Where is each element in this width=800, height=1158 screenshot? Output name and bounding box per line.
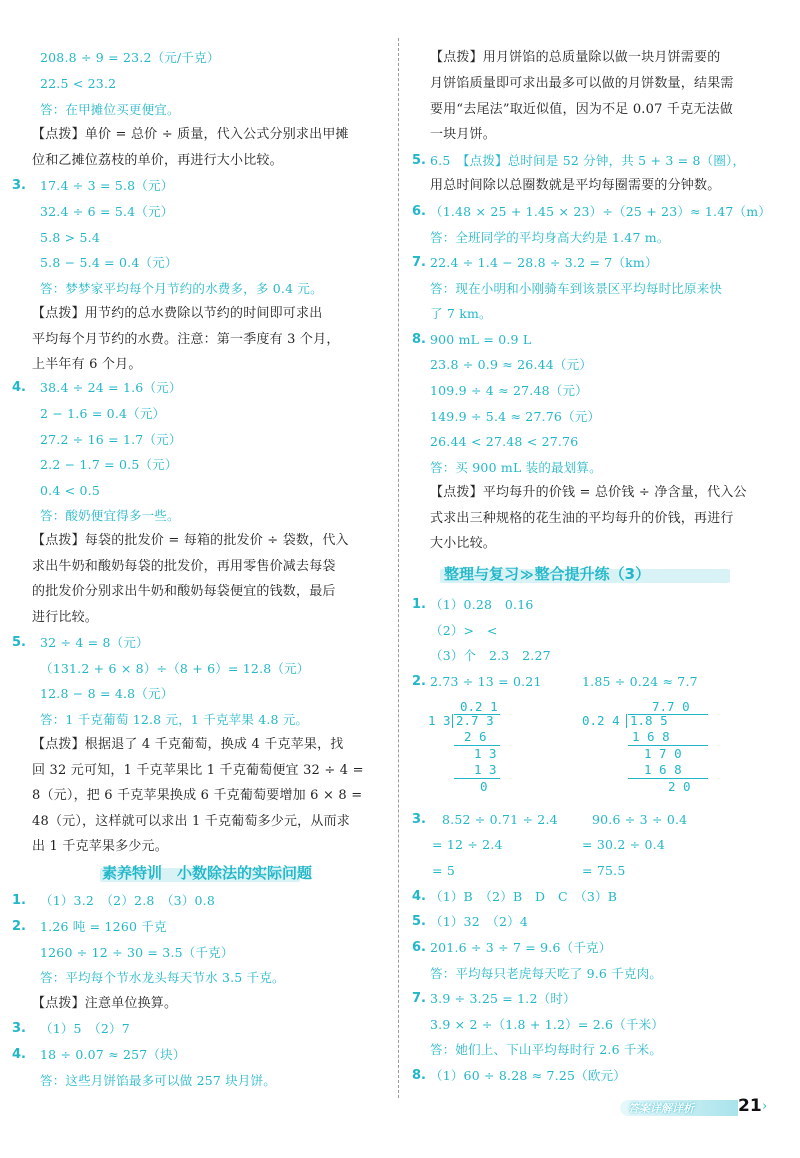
answer-line: 2.73 ÷ 13 = 0.21: [430, 674, 542, 689]
division-bracket: [626, 714, 627, 728]
tip-line: 出 1 千克苹果多少元。: [32, 839, 168, 854]
tip-line: 的批发价分别求出牛奶和酸奶每袋便宜的钱数，最后: [32, 584, 336, 599]
question-number: 2.: [412, 674, 426, 689]
long-division-2: [582, 700, 712, 800]
question-number: 6.: [412, 940, 426, 955]
question-number: 2.: [12, 919, 26, 934]
long-division-1: [428, 700, 538, 800]
answer-line: 38.4 ÷ 24 = 1.6（元）: [40, 380, 182, 395]
dividend: 2.7 3: [456, 713, 494, 728]
answer-line: 8.52 ÷ 0.71 ÷ 2.4: [442, 812, 558, 827]
tip-line: 【点拨】单价 = 总价 ÷ 质量，代入公式分别求出甲摊: [32, 127, 349, 142]
answer-line: 答：梦梦家平均每个月节约的水费多，多 0.4 元。: [40, 281, 323, 296]
tip-line: 位和乙摊位荔枝的单价，再进行大小比较。: [32, 153, 283, 168]
answer-line: 2 − 1.6 = 0.4（元）: [40, 406, 166, 421]
step: 1 3: [474, 762, 497, 777]
step: 1 6 8: [644, 762, 682, 777]
question-number: 3.: [412, 812, 426, 827]
answer-line: 5.8 > 5.4: [40, 230, 100, 245]
double-chevron-icon: ≫: [520, 568, 534, 583]
quotient: 7.7 0: [652, 699, 690, 714]
chevron-right-icon: ›: [762, 1099, 768, 1114]
answer-line: = 75.5: [582, 863, 626, 878]
answer-line: （1）60 ÷ 8.28 ≈ 7.25（欧元）: [430, 1068, 626, 1083]
answer-line: 答：酸奶便宜得多一些。: [40, 508, 180, 523]
tip-line: 8（元），把 6 千克苹果换成 6 千克葡萄要增加 6 × 8 =: [32, 788, 363, 803]
tip-line: 月饼馅质量即可求出最多可以做的月饼数量，结果需: [430, 76, 734, 91]
answer-line: 201.6 ÷ 3 ÷ 7 = 9.6（千克）: [430, 940, 612, 955]
answer-line: 12.8 − 8 = 4.8（元）: [40, 686, 174, 701]
answer-line: 答：她们上、下山平均每时行 2.6 千米。: [430, 1042, 663, 1057]
question-number: 1.: [412, 597, 426, 612]
answer-line: （1）5 （2）7: [40, 1021, 130, 1036]
answer-line: 答：在甲摊位买更便宜。: [40, 102, 180, 117]
answer-line: 6.5 【点拨】总时间是 52 分钟，共 5 + 3 = 8（圈），: [430, 153, 746, 168]
question-number: 8.: [412, 1068, 426, 1083]
answer-line: （2）> <: [430, 623, 498, 638]
tip-line: 【点拨】注意单位换算。: [32, 996, 178, 1011]
answer-line: （1）32 （2）4: [430, 914, 529, 929]
answer-line: 1.26 吨 = 1260 千克: [40, 919, 167, 934]
answer-line: 5.8 − 5.4 = 0.4（元）: [40, 255, 178, 270]
tip-line: 进行比较。: [32, 610, 99, 625]
quotient: 0.2 1: [460, 699, 498, 714]
tip-line: 平均每个月节约的水费。注意：第一季度有 3 个月，: [32, 332, 340, 347]
section-title: 素养特训 小数除法的实际问题: [102, 864, 313, 882]
question-number: 7.: [412, 255, 426, 270]
tip-line: 式求出三种规格的花生油的平均每升的价钱，再进行: [430, 511, 734, 526]
answer-line: （131.2 + 6 × 8）÷（8 + 6）= 12.8（元）: [40, 661, 310, 676]
answer-line: 26.44 < 27.48 < 27.76: [430, 434, 579, 449]
question-number: 7.: [412, 991, 426, 1006]
answer-line: （1）3.2 （2）2.8 （3）0.8: [40, 893, 215, 908]
answer-line: = 30.2 ÷ 0.4: [582, 837, 665, 852]
answer-line: （1）0.28 0.16: [430, 597, 534, 612]
tip-line: 回 32 元可知，1 千克苹果比 1 千克葡萄便宜 32 ÷ 4 =: [32, 763, 364, 778]
answer-line: 900 mL = 0.9 L: [430, 332, 532, 347]
question-number: 4.: [412, 889, 426, 904]
answer-line: 22.4 ÷ 1.4 − 28.8 ÷ 3.2 = 7（km）: [430, 255, 658, 270]
answer-line: 1.85 ÷ 0.24 ≈ 7.7: [582, 674, 698, 689]
step: 1 7 0: [644, 746, 682, 761]
tip-line: 【点拨】平均每升的价钱 = 总价钱 ÷ 净含量，代入公: [430, 485, 747, 500]
section-title-part: 整合提升练（3）: [534, 565, 651, 583]
tip-line: 【点拨】每袋的批发价 = 每箱的批发价 ÷ 袋数，代入: [32, 533, 349, 548]
section-title: [444, 563, 650, 584]
divisor: 0.2 4: [582, 713, 620, 728]
answer-line: （1）B （2）B D C （3）B: [430, 889, 618, 904]
question-number: 4.: [12, 380, 26, 395]
question-number: 5.: [412, 153, 426, 168]
answer-line: 18 ÷ 0.07 ≈ 257（块）: [40, 1047, 186, 1062]
footer-label: 答案详解详析: [628, 1102, 694, 1115]
answer-line: 149.9 ÷ 5.4 ≈ 27.76（元）: [430, 409, 601, 424]
step: 2 6: [464, 729, 487, 744]
step-line: [454, 778, 500, 779]
tip-line: 【点拨】用月饼馅的总质量除以做一块月饼需要的: [430, 50, 721, 65]
answer-line: （3）个 2.3 2.27: [430, 648, 551, 663]
page-footer: [620, 1096, 780, 1118]
answer-line: （1.48 × 25 + 1.45 × 23）÷（25 + 23）≈ 1.47（m）: [430, 204, 771, 219]
dividend: 1.8 5: [630, 713, 668, 728]
answer-line: 208.8 ÷ 9 = 23.2（元/千克）: [40, 50, 220, 65]
answer-line: 答：全班同学的平均身高大约是 1.47 m。: [430, 230, 670, 245]
answer-line: 1260 ÷ 12 ÷ 30 = 3.5（千克）: [40, 945, 234, 960]
step: 0: [480, 779, 488, 794]
tip-line: 【点拨】用节约的总水费除以节约的时间即可求出: [32, 306, 323, 321]
section-title-part: 整理与复习: [444, 565, 520, 583]
answer-line: 0.4 < 0.5: [40, 483, 100, 498]
question-number: 3.: [12, 178, 26, 193]
tip-line: 用总时间除以总圈数就是平均每圈需要的分钟数。: [430, 178, 721, 193]
answer-line: 3.9 ÷ 3.25 = 1.2（时）: [430, 991, 576, 1006]
tip-line: 大小比较。: [430, 536, 497, 551]
answer-line: 答：平均每个节水龙头每天节水 3.5 千克。: [40, 970, 285, 985]
question-number: 8.: [412, 332, 426, 347]
answer-line: = 12 ÷ 2.4: [432, 837, 503, 852]
divisor: 1 3: [428, 713, 451, 728]
answer-line: 答：1 千克葡萄 12.8 元，1 千克苹果 4.8 元。: [40, 712, 309, 727]
answer-line: 90.6 ÷ 3 ÷ 0.4: [592, 812, 688, 827]
tip-line: 求出牛奶和酸奶每袋的批发价，再用零售价减去每袋: [32, 559, 336, 574]
answer-line: 答：买 900 mL 装的最划算。: [430, 460, 602, 475]
question-number: 4.: [12, 1047, 26, 1062]
question-number: 6.: [412, 204, 426, 219]
page-number: 21: [738, 1096, 762, 1116]
answer-line: 109.9 ÷ 4 ≈ 27.48（元）: [430, 383, 588, 398]
answer-line: 23.8 ÷ 0.9 ≈ 26.44（元）: [430, 357, 593, 372]
tip-line: 48（元），这样就可以求出 1 千克葡萄多少元，从而求: [32, 814, 350, 829]
step: 2 0: [668, 779, 691, 794]
step: 1 6 8: [632, 729, 670, 744]
division-bracket: [452, 714, 453, 728]
tip-line: 【点拨】根据退了 4 千克葡萄，换成 4 千克苹果，找: [32, 737, 344, 752]
answer-line: 32.4 ÷ 6 = 5.4（元）: [40, 204, 174, 219]
answer-line: 27.2 ÷ 16 = 1.7（元）: [40, 432, 182, 447]
answer-line: 22.5 < 23.2: [40, 76, 117, 91]
answer-line: 了 7 km。: [430, 306, 492, 321]
tip-line: 一块月饼。: [430, 127, 497, 142]
tip-line: 要用“去尾法”取近似值，因为不足 0.07 千克无法做: [430, 102, 733, 117]
answer-line: 3.9 × 2 ÷（1.8 + 1.2）= 2.6（千米）: [430, 1017, 665, 1032]
answer-line: 答：现在小明和小刚骑车到该景区平均每时比原来快: [430, 281, 723, 296]
answer-line: 答：平均每只老虎每天吃了 9.6 千克肉。: [430, 966, 663, 981]
answer-line: 32 ÷ 4 = 8（元）: [40, 635, 149, 650]
answer-line: 17.4 ÷ 3 = 5.8（元）: [40, 178, 174, 193]
column-divider: [398, 38, 399, 1098]
question-number: 3.: [12, 1021, 26, 1036]
answer-line: 答：这些月饼馅最多可以做 257 块月饼。: [40, 1073, 277, 1088]
step: 1 3: [474, 746, 497, 761]
question-number: 1.: [12, 893, 26, 908]
answer-line: 2.2 − 1.7 = 0.5（元）: [40, 457, 178, 472]
question-number: 5.: [412, 914, 426, 929]
question-number: 5.: [12, 635, 26, 650]
answer-line: = 5: [432, 863, 455, 878]
tip-line: 上半年有 6 个月。: [32, 357, 142, 372]
